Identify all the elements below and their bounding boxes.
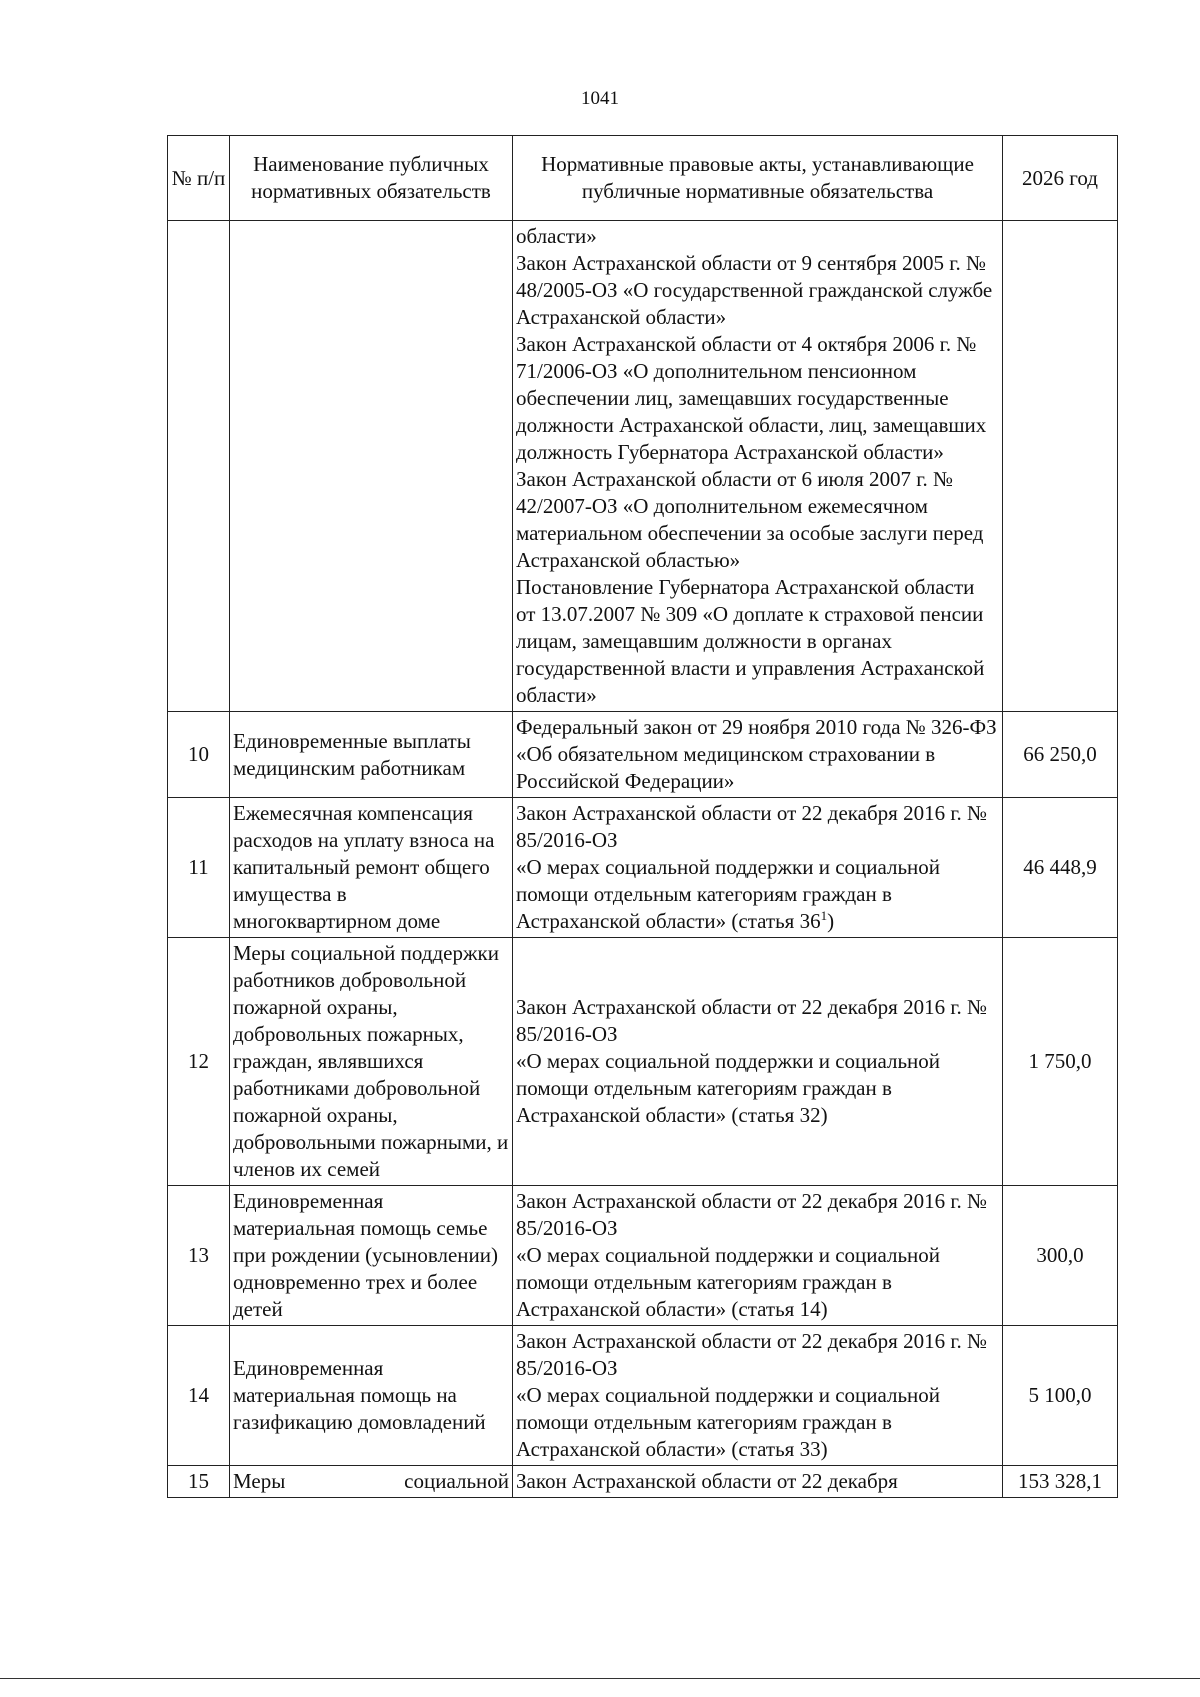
table-row: [168, 1186, 1118, 1326]
act-line: Закон Астраханской области от 22 декабря 2016 г. № 85/2016-ОЗ: [516, 1189, 988, 1240]
act-text: «О мерах социальной поддержки и социальной помощи отдельным категориям граждан в Астраханской области» (статья 36: [516, 855, 941, 933]
article-superscript: 1: [820, 908, 828, 923]
table-row: [168, 1326, 1118, 1466]
cell-num: 11: [168, 798, 230, 938]
cell-acts: [513, 1326, 1003, 1466]
cell-num: 13: [168, 1186, 230, 1326]
table-row: [168, 938, 1118, 1186]
cell-num: 14: [168, 1326, 230, 1466]
header-acts: Нормативные правовые акты, устанавливающие публичные нормативные обязательства: [513, 136, 1003, 221]
cell-name: [230, 221, 513, 712]
cell-sum: 300,0: [1003, 1186, 1118, 1326]
cell-name: Единовременные выплаты медицинским работникам: [230, 712, 513, 798]
cell-acts: [513, 712, 1003, 798]
act-line: «О мерах социальной поддержки и социальной помощи отдельным категориям граждан в Астраханской области» (статья 33): [516, 1383, 941, 1461]
act-line: Закон Астраханской области от 9 сентября 2005 г. № 48/2005-ОЗ «О государственной гражданской службе Астраханской области»: [516, 251, 993, 329]
cell-sum: 5 100,0: [1003, 1326, 1118, 1466]
cell-acts: [513, 1186, 1003, 1326]
cell-num: 12: [168, 938, 230, 1186]
cell-name: [230, 1466, 513, 1498]
name-word: социальной: [404, 1469, 509, 1493]
cell-sum: 1 750,0: [1003, 938, 1118, 1186]
page-number: 1041: [581, 88, 619, 109]
act-line: Закон Астраханской области от 22 декабря 2016 г. № 85/2016-ОЗ: [516, 995, 988, 1046]
bottom-rule: [0, 1678, 1200, 1679]
cell-acts: [513, 798, 1003, 938]
act-line: Постановление Губернатора Астраханской области от 13.07.2007 № 309 «О доплате к страховой пенсии лицам, замещавшим должности в органах государственной власти и управления Астраханской области»: [516, 575, 985, 707]
table-row: [168, 798, 1118, 938]
cell-acts: [513, 938, 1003, 1186]
table-header-row: [168, 136, 1118, 221]
cell-name: Меры социальной поддержки работников добровольной пожарной охраны, добровольных пожарных, граждан, являвшихся работниками добровольной пожарной охраны, добровольными пожарными, и членов их семей: [230, 938, 513, 1186]
cell-sum: 153 328,1: [1003, 1466, 1118, 1498]
act-line: Закон Астраханской области от 22 декабря: [516, 1469, 898, 1493]
cell-sum: 66 250,0: [1003, 712, 1118, 798]
table-row-continuation: [168, 221, 1118, 712]
cell-sum: 46 448,9: [1003, 798, 1118, 938]
cell-num: 10: [168, 712, 230, 798]
act-line: [516, 854, 999, 935]
act-line: Закон Астраханской области от 6 июля 2007 г. № 42/2007-ОЗ «О дополнительном ежемесячном материальном обеспечении за особые заслуги перед Астраханской областью»: [516, 467, 984, 572]
table-row: [168, 712, 1118, 798]
header-num: № п/п: [168, 136, 230, 221]
cell-num: [168, 221, 230, 712]
header-name: Наименование публичных нормативных обязательств: [230, 136, 513, 221]
table-row: [168, 1466, 1118, 1498]
cell-name: Ежемесячная компенсация расходов на уплату взноса на капитальный ремонт общего имущества в многоквартирном доме: [230, 798, 513, 938]
obligations-table: [167, 135, 1118, 1498]
act-line: Закон Астраханской области от 22 декабря 2016 г. № 85/2016-ОЗ: [516, 801, 988, 852]
cell-sum: [1003, 221, 1118, 712]
act-line: Федеральный закон от 29 ноября 2010 года № 326-ФЗ «Об обязательном медицинском страховании в Российской Федерации»: [516, 715, 997, 793]
cell-num: 15: [168, 1466, 230, 1498]
act-line: Закон Астраханской области от 4 октября 2006 г. № 71/2006-ОЗ «О дополнительном пенсионном обеспечении лиц, замещавших государственные должности Астраханской области, лиц, замещавших должность Губернатора Астраханской области»: [516, 332, 987, 464]
act-text-tail: ): [827, 909, 835, 933]
cell-acts: [513, 1466, 1003, 1498]
name-word: Меры: [233, 1469, 286, 1493]
act-line: «О мерах социальной поддержки и социальной помощи отдельным категориям граждан в Астраханской области» (статья 32): [516, 1049, 941, 1127]
cell-acts: [513, 221, 1003, 712]
act-line: Закон Астраханской области от 22 декабря 2016 г. № 85/2016-ОЗ: [516, 1329, 988, 1380]
header-year: 2026 год: [1003, 136, 1118, 221]
act-line: «О мерах социальной поддержки и социальной помощи отдельным категориям граждан в Астраханской области» (статья 14): [516, 1243, 941, 1321]
cell-name: Единовременная материальная помощь на газификацию домовладений: [230, 1326, 513, 1466]
cell-name: Единовременная материальная помощь семье при рождении (усыновлении) одновременно трех и более детей: [230, 1186, 513, 1326]
act-line: области»: [516, 224, 597, 248]
